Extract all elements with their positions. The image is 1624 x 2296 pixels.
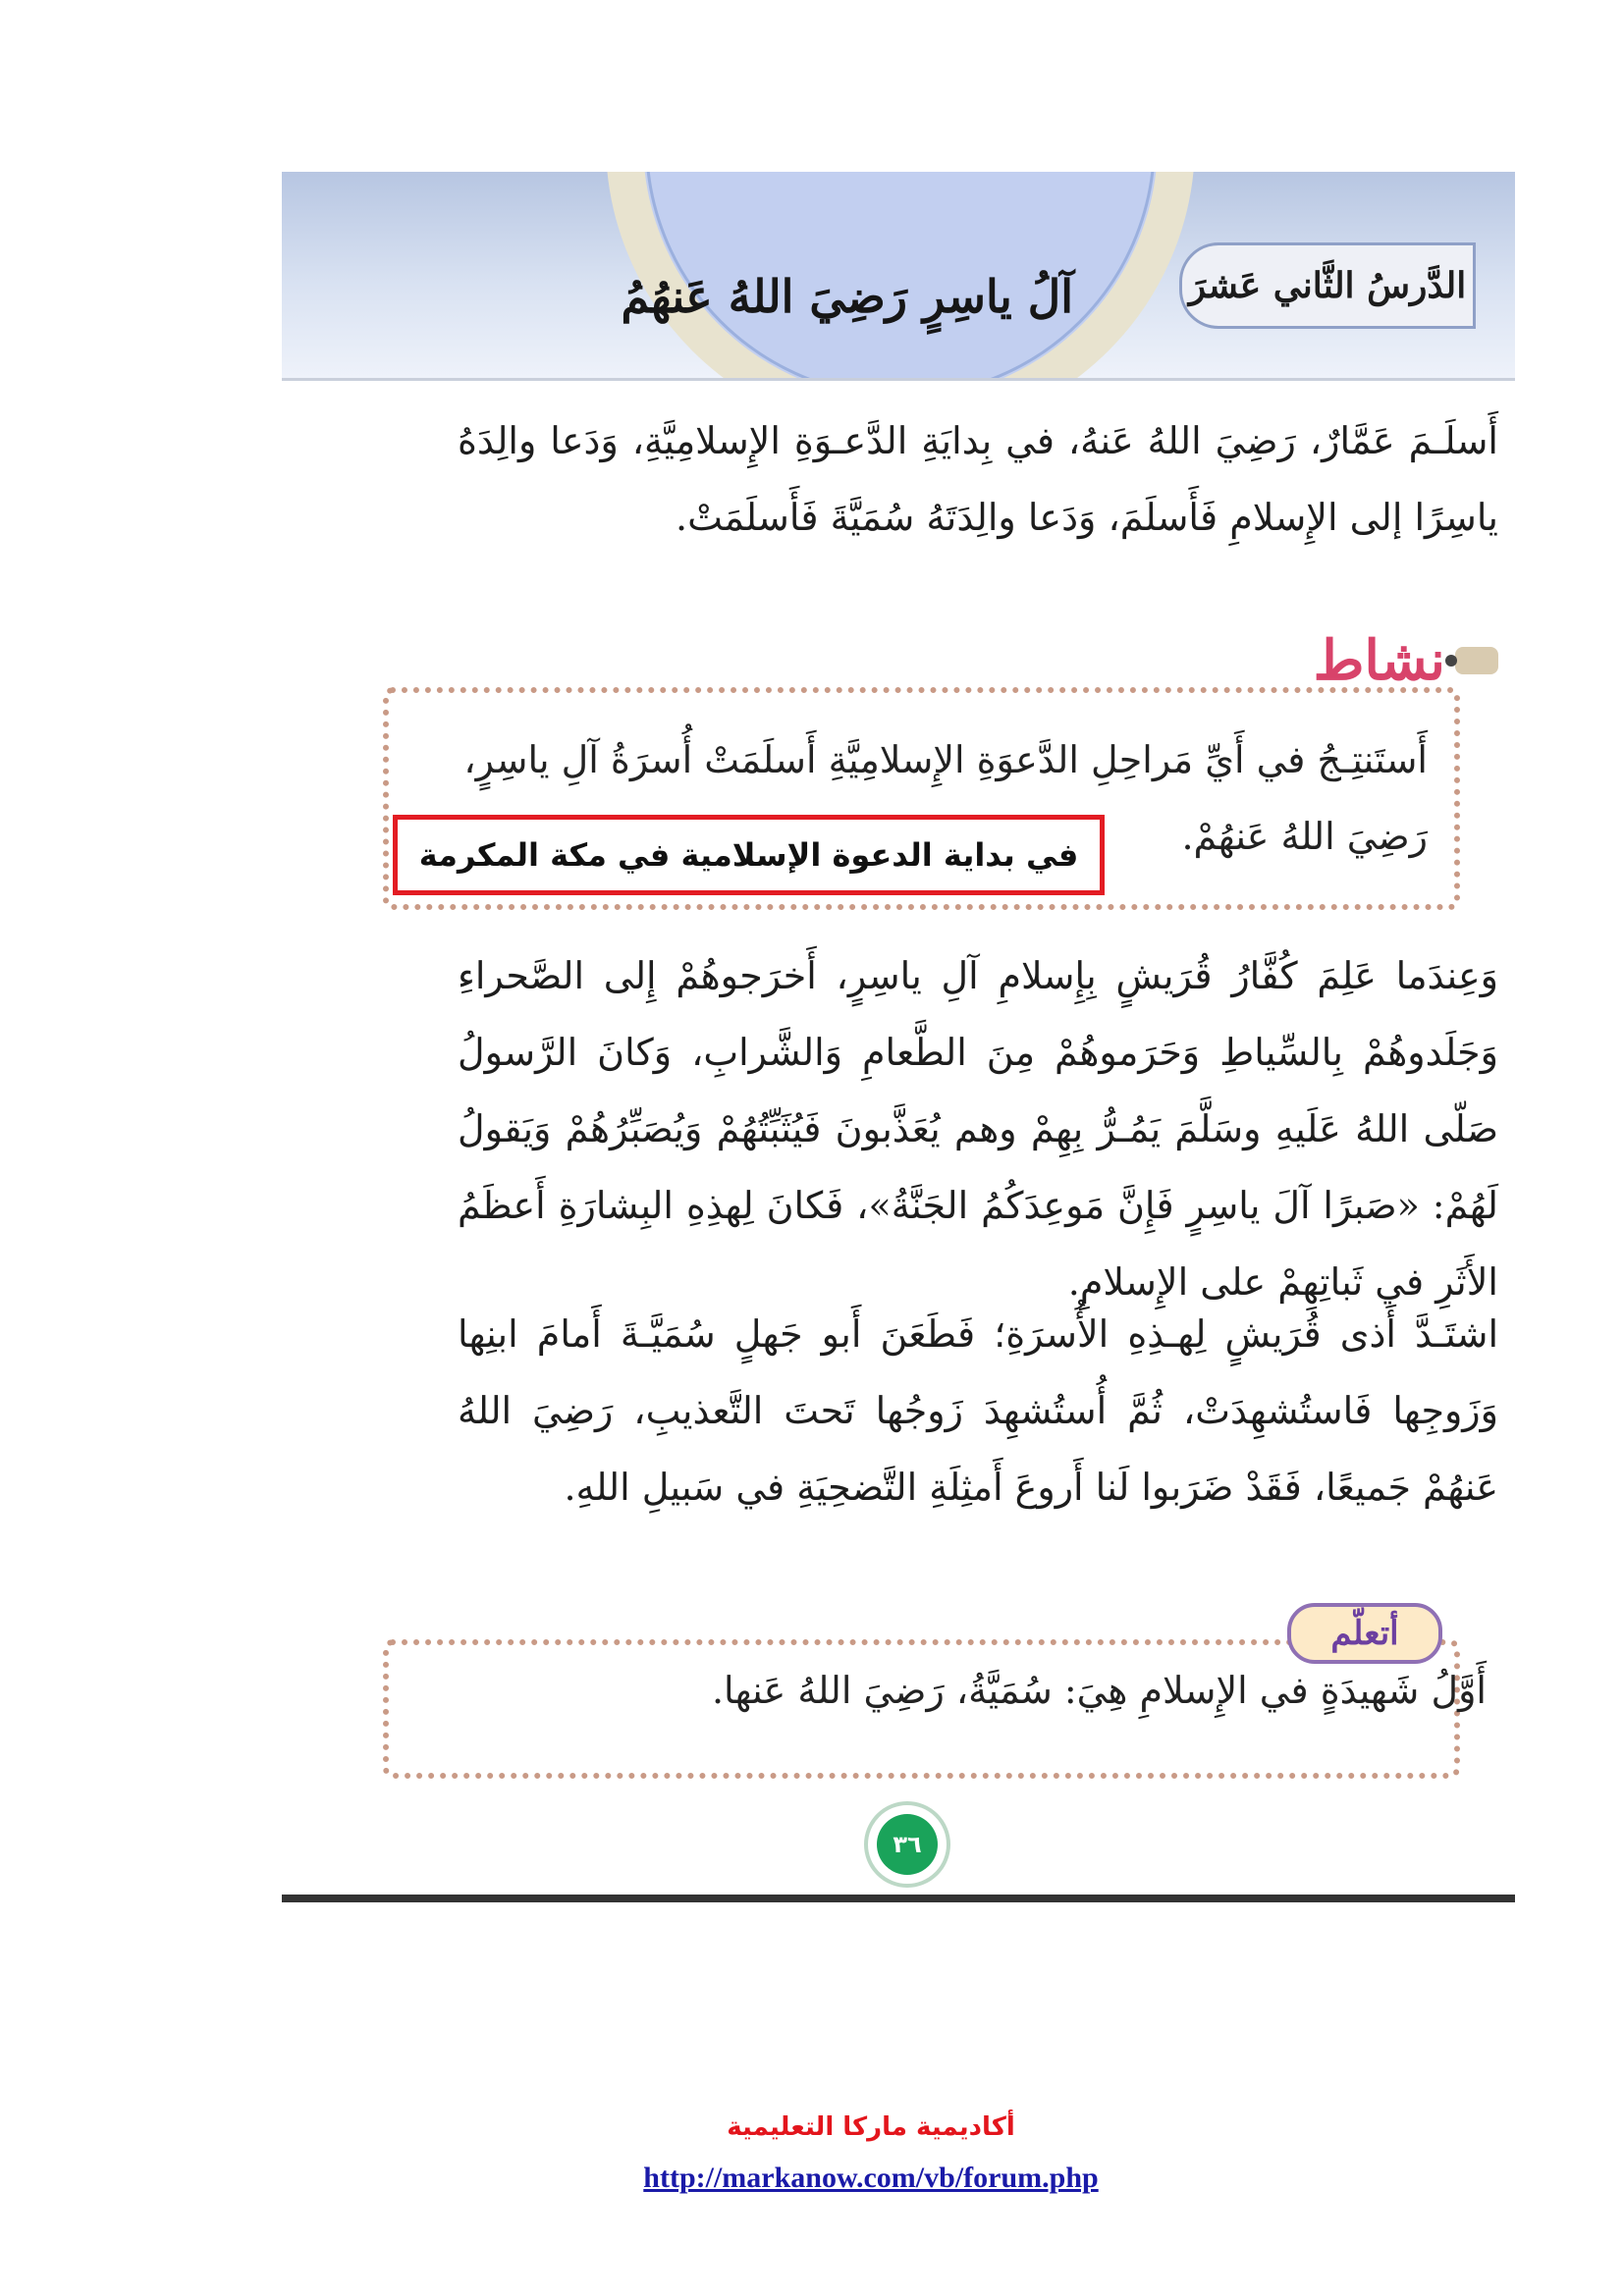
intro-paragraph: أَسلَـمَ عَمَّارٌ، رَضِيَ اللهُ عَنهُ، في بِدايَةِ الدَّعـوَةِ الإِسلامِيَّةِ، وَدَعا والِدَهُ ياسِرًا إلى الإِسلامِ فَأَسلَمَ، وَدَعا والِدَتَهُ سُمَيَّةَ فَأَسلَمَتْ. [458,419,1498,539]
footer-site-name: أكاديمية ماركا التعليمية [727,2112,1015,2142]
learn-badge: أتعلّم [1287,1603,1442,1664]
page-bottom-rule [282,1895,1515,1902]
activity-question: أَستَنتِـجُ في أَيِّ مَراحِلِ الدَّعوَةِ الإِسلامِيَّةِ أَسلَمَتْ أُسرَةُ آلِ ياسِرٍ، رَضِيَ اللهُ عَنهُمْ. [463,738,1428,858]
activity-heading [1314,628,1498,693]
story-paragraph-2: اشتَـدَّ أَذى قُرَيشٍ لِهـذِهِ الأُسرَةِ؛ فَطَعَنَ أَبو جَهلٍ سُمَيَّـةَ أَمامَ ابنِها وَزَوجِها فَاستُشهِدَتْ، ثُمَّ أُستُشهِدَ زَوجُها تَحتَ التَّعذيبِ، رَضِيَ اللهُ عَنهُمْ جَميعًا، فَقَدْ ضَرَبوا لَنا أَروعَ أَمثِلَةِ التَّضحِيَةِ في سَبيلِ اللهِ. [458,1312,1498,1509]
activity-heading-label: نشاط [1313,628,1445,693]
activity-answer-box: في بداية الدعوة الإسلامية في مكة المكرمة [393,815,1105,895]
learn-text: أَوَّلُ شَهيدَةٍ في الإِسلامِ هِيَ: سُمَيَّةُ، رَضِيَ اللهُ عَنها. [711,1669,1487,1712]
page-number-badge [864,1801,950,1888]
story-paragraph-1: وَعِندَما عَلِمَ كُفَّارُ قُرَيشٍ بِإِسلامِ آلِ ياسِرٍ، أَخرَجوهُمْ إِلى الصَّحراءِ وَجَلَدوهُمْ بِالسِّياطِ وَحَرَموهُمْ مِنَ الطَّعامِ وَالشَّرابِ، وَكانَ الرَّسولُ صَلّى اللهُ عَلَيهِ وسَلَّمَ يَمُـرُّ بِهِمْ وهم يُعَذَّبونَ فَيُثَبِّتُهُمْ وَيُصَبِّرُهُمْ وَيَقولُ لَهُمْ: «صَبرًا آلَ ياسِرٍ فَإِنَّ مَوعِدَكُمُ الجَنَّةُ»، فَكانَ لِهذِهِ البِشارَةِ أَعظَمُ الأَثَرِ في ثَباتِهِمْ على الإِسلامِ. [458,954,1498,1304]
lesson-title: آلُ ياسِرٍ رَضِيَ اللهُ عَنهُمُ [621,270,1073,323]
pencil-tag-icon [1455,647,1498,674]
lesson-header [282,172,1515,381]
page-number: ٣٦ [877,1814,938,1875]
footer-url-link[interactable]: http://markanow.com/vb/forum.php [643,2162,1099,2194]
lesson-number-badge: الدَّرسُ الثَّاني عَشرَ [1179,242,1476,329]
